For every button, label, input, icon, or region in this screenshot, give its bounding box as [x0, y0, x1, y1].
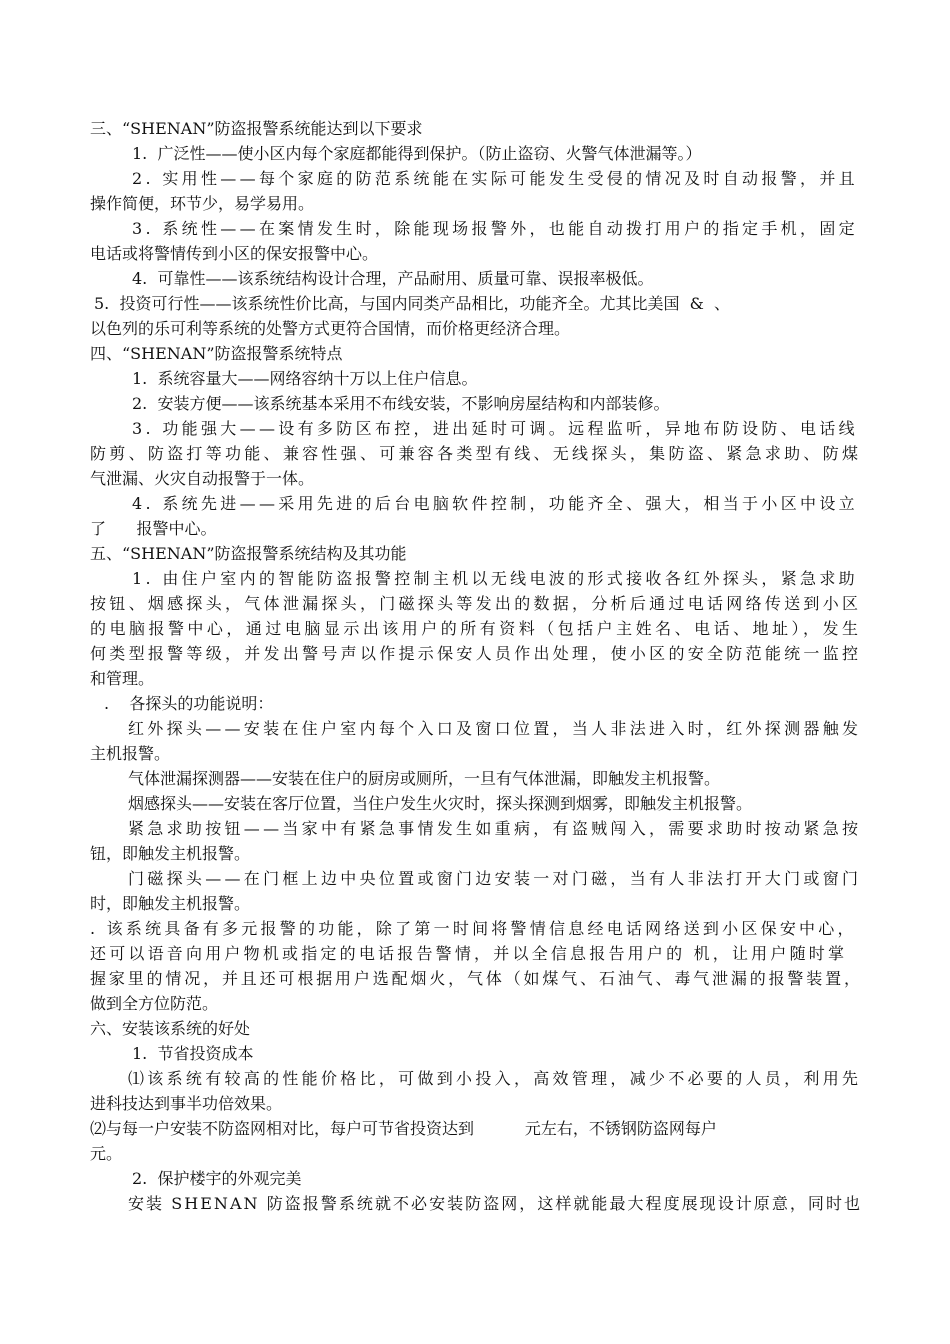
paragraph-line: ⑴该系统有较高的性能价格比，可做到小投入，高效管理，减少不必要的人员，利用先	[128, 1069, 862, 1088]
paragraph-line: 4. 系统先进——采用先进的后台电脑软件控制，功能齐全、强大，相当于小区中设立	[132, 494, 858, 513]
paragraph-line: 红外探头——安装在住户室内每个入口及窗口位置，当人非法进入时，红外探测器触发	[128, 719, 862, 738]
paragraph-line: 进科技达到事半功倍效果。	[90, 1094, 283, 1113]
paragraph-line: 安装 SHENAN 防盗报警系统就不必安装防盗网，这样就能最大程度展现设计原意，同时也	[128, 1194, 863, 1213]
paragraph-line: 钮，即触发主机报警。	[90, 844, 251, 863]
paragraph-line: 电话或将警情传到小区的保安报警中心。	[90, 244, 379, 263]
paragraph-line: 时，即触发主机报警。	[90, 894, 251, 913]
paragraph-line: 做到全方位防范。	[90, 994, 219, 1013]
paragraph-line: 1. 由住户室内的智能防盗报警控制主机以无线电波的形式接收各红外探头，紧急求助	[132, 569, 858, 588]
paragraph-line: 气体泄漏探测器——安装在住户的厨房或厕所，一旦有气体泄漏，即触发主机报警。	[128, 769, 721, 788]
paragraph-line: 和管理。	[90, 669, 155, 688]
section-heading-4: 四、“SHENAN”防盗报警系统特点	[90, 344, 343, 363]
paragraph-line: . 该系统具备有多元报警的功能，除了第一时间将警情信息经电话网络送到小区保安中心，	[90, 919, 857, 938]
paragraph-line: 1. 节省投资成本	[132, 1044, 254, 1063]
paragraph-line: 还可以语音向用户物机或指定的电话报告警情，并以全信息报告用户的 机，让用户随时掌	[90, 944, 848, 963]
paragraph-line: 2. 保护楼宇的外观完美	[132, 1169, 302, 1188]
paragraph-line: 4. 可靠性——该系统结构设计合理，产品耐用、质量可靠、误报率极低。	[132, 269, 654, 288]
paragraph-line: 3. 功能强大——设有多防区布控，进出延时可调。远程监听，异地布防设防、电话线	[132, 419, 858, 438]
section-heading-5: 五、“SHENAN”防盗报警系统结构及其功能	[90, 544, 407, 563]
paragraph-line: ⑵与每一户安装不防盗网相对比，每户可节省投资达到 元左右，不锈钢防盗网每户	[90, 1119, 717, 1138]
paragraph-line: 2. 安装方便——该系统基本采用不布线安装，不影响房屋结构和内部装修。	[132, 394, 670, 413]
paragraph-line: 了 报警中心。	[90, 519, 217, 538]
paragraph-line: 气泄漏、火灾自动报警于一体。	[90, 469, 315, 488]
paragraph-line: . 各探头的功能说明：	[104, 694, 274, 713]
paragraph-line: 1. 系统容量大——网络容纳十万以上住户信息。	[132, 369, 478, 388]
paragraph-line: 以色列的乐可利等系统的处警方式更符合国情，而价格更经济合理。	[90, 319, 571, 338]
paragraph-line: 5. 投资可行性——该系统性价比高，与国内同类产品相比，功能齐全。尤其比美国 & 、	[94, 294, 731, 313]
paragraph-line: 握家里的情况，并且还可根据用户选配烟火，气体（如煤气、石油气、毒气泄漏的报警装置，	[90, 969, 863, 988]
paragraph-line: 3. 系统性——在案情发生时，除能现场报警外，也能自动拨打用户的指定手机，固定	[132, 219, 858, 238]
paragraph-line: 烟感探头——安装在客厅位置，当住户发生火灾时，探头探测到烟雾，即触发主机报警。	[128, 794, 753, 813]
paragraph-line: 按钮、烟感探头，气体泄漏探头，门磁探头等发出的数据，分析后通过电话网络传送到小区	[90, 594, 862, 613]
paragraph-line: 元。	[90, 1144, 123, 1163]
section-heading-3: 三、“SHENAN”防盗报警系统能达到以下要求	[90, 119, 423, 138]
section-heading-6: 六、安装该系统的好处	[90, 1019, 251, 1038]
paragraph-line: 的电脑报警中心，通过电脑显示出该用户的所有资料（包括户主姓名、电话、地址），发生	[90, 619, 862, 638]
paragraph-line: 门磁探头——在门框上边中央位置或窗门边安装一对门磁，当有人非法打开大门或窗门	[128, 869, 862, 888]
paragraph-line: 操作简便，环节少，易学易用。	[90, 194, 315, 213]
paragraph-line: 何类型报警等级，并发出警号声以作提示保安人员作出处理，使小区的安全防范能统一监控	[90, 644, 862, 663]
paragraph-line: 1. 广泛性——使小区内每个家庭都能得到保护。（防止盗窃、火警气体泄漏等。）	[132, 144, 702, 163]
paragraph-line: 防剪、防盗打等功能、兼容性强、可兼容各类型有线、无线探头，集防盗、紧急求助、防煤	[90, 444, 862, 463]
paragraph-line: 主机报警。	[90, 744, 171, 763]
paragraph-line: 紧急求助按钮——当家中有紧急事情发生如重病，有盗贼闯入，需要求助时按动紧急按	[128, 819, 862, 838]
paragraph-line: 2. 实用性——每个家庭的防范系统能在实际可能发生受侵的情况及时自动报警，并且	[132, 169, 858, 188]
